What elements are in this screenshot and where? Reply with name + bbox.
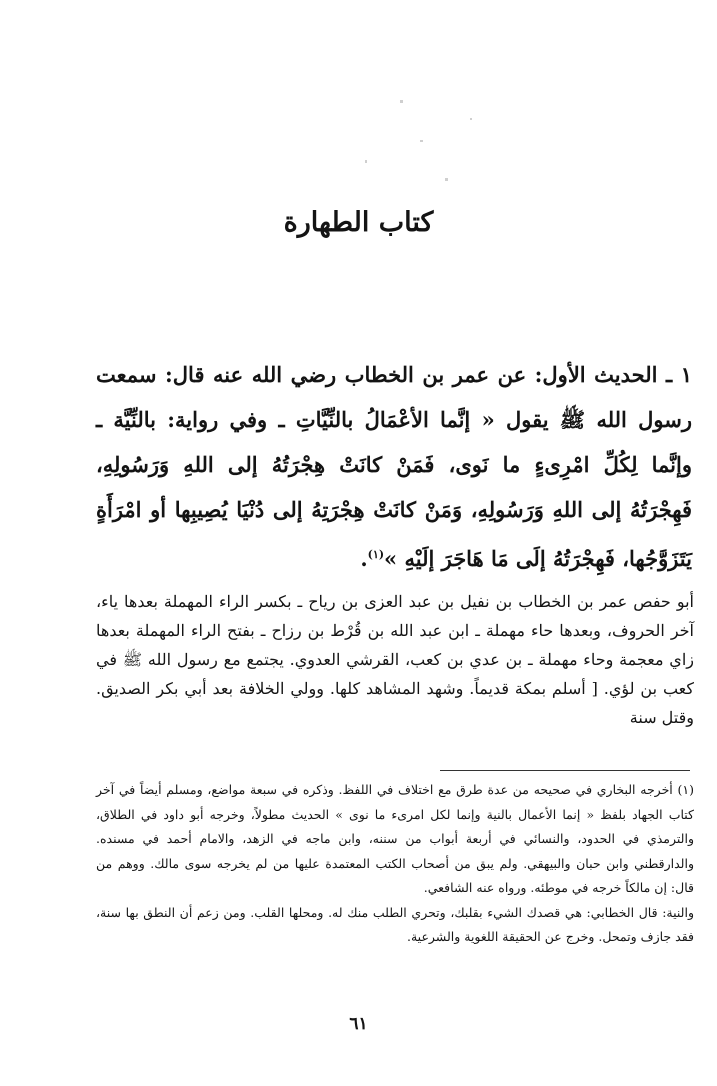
page-number: ٦١	[349, 1014, 368, 1034]
hadith-text: إنَّما الأعْمَالُ بالنِّيَّاتِ ـ وفي رواية: بالنِّيَّة ـ وإنَّما لِكُلِّ امْرِىءٍ ما نَوى، فَمَنْ كانَتْ هِجْرَتُهُ إلى اللهِ وَرَسُولِهِ، فَهِجْرَتُهُ إلى اللهِ وَرَسُولِهِ، وَمَنْ كانَتْ هِجْرَتِهُ إلى دُنْيَا يُصِيبِها أو امْرَأَةٍ يَتَزَوَّجُها، فَهِجْرَتُهُ إلَى مَا هَاجَرَ إلَيْهِ	[96, 407, 692, 571]
hadith-paragraph	[96, 352, 692, 581]
footnote-2: والنية: قال الخطابي: هي قصدك الشيء بقلبك، وتحري الطلب منك له. ومحلها القلب. ومن زعم أن النطق بها سنة، فقد جازف وتمحل. وخرج عن الحقيقة اللغوية والشرعية.	[96, 904, 694, 944]
biography-paragraph: أبو حفص عمر بن الخطاب بن نفيل بن عبد العزى بن رياح ـ بكسر الراء المهملة بعدها ياء، آخر الحروف، وبعدها حاء مهملة ـ ابن عبد الله بن قُرْط بن رزاح ـ بفتح الراء المهملة بعدها زاي معجمة وحاء مهملة ـ بن عدي بن كعب، القرشي العدوي. يجتمع مع رسول الله ﷺ في كعب بن لؤي. [ أسلم بمكة قديماً. وشهد المشاهد كلها. وولي الخلافة بعد أبي بكر الصديق. وقتل سنة	[96, 592, 694, 727]
hadith-intro: ١ ـ الحديث الأول: عن عمر بن الخطاب رضي الله عنه قال: سمعت رسول الله ﷺ يقول «	[96, 362, 692, 432]
scan-speck	[470, 118, 472, 120]
scan-speck	[400, 100, 403, 103]
scan-speck	[420, 140, 423, 142]
scan-speck	[445, 178, 448, 181]
footnotes	[96, 778, 694, 950]
hadith-close: »	[384, 546, 398, 571]
chapter-title: كتاب الطهارة	[283, 207, 434, 238]
footnote-1: (١) أخرجه البخاري في صحيحه من عدة طرق مع اختلاف في اللفظ. وذكره في سبعة مواضع، ومسلم أيضاً في آخر كتاب الجهاد بلفظ « إنما الأعمال بالنية وإنما لكل امرىء ما نوى » الحديث مطولاً، وخرجه أبو داود في الطلاق، والترمذي في الحدود، والنسائي في أربعة أبواب من سننه، وابن ماجه في الزهد، والامام أحمد في مسنده. والدارقطني وابن حبان والبيهقي. ولم يبق من أصحاب الكتب المعتمدة عليها من لم يخرجه سوى مالك. ووهم من قال: إن مالكاً خرجه في موطئه. ورواه عنه الشافعي.	[96, 782, 694, 895]
footnote-divider	[440, 770, 690, 771]
hadith-end: .	[360, 546, 368, 571]
footnote-reference[interactable]: (١)	[367, 548, 385, 561]
scan-speck	[365, 160, 367, 163]
